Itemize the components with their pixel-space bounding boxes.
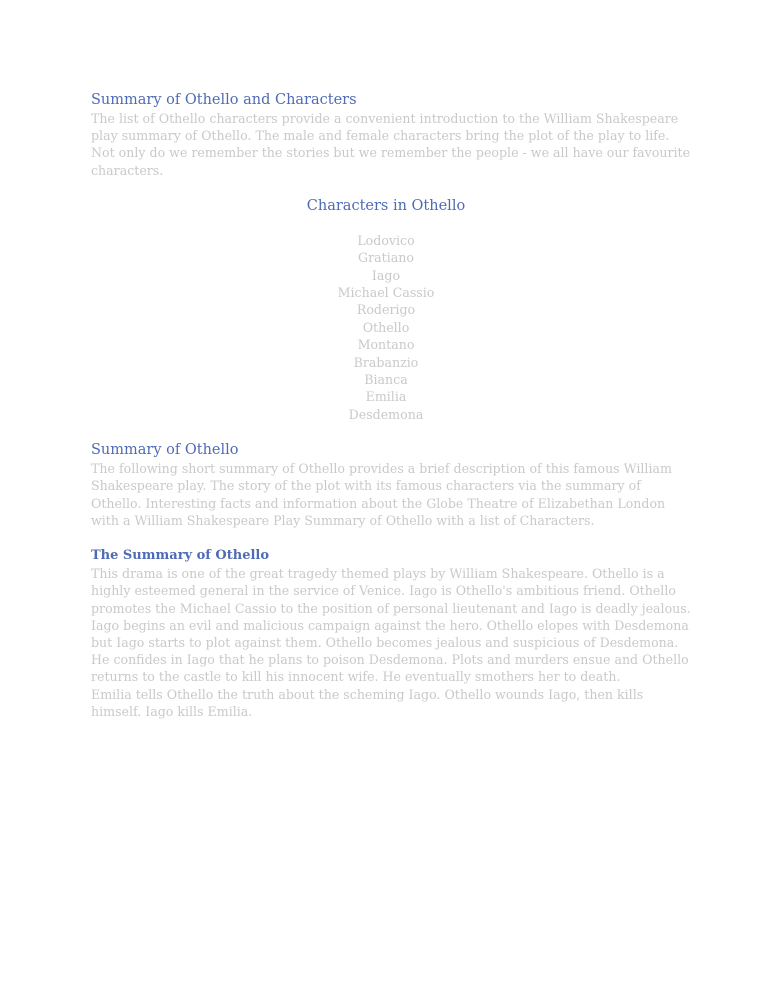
- intro-heading: Summary of Othello and Characters: [91, 92, 357, 108]
- summary-heading: Summary of Othello: [91, 442, 239, 459]
- the-summary-line: Iago begins an evil and malicious campaign against the hero. Othello elopes with Desdemona: [91, 617, 689, 633]
- character-name: Bianca: [364, 372, 408, 388]
- the-summary-line: highly esteemed general in the service of Venice. Iago is Othello's ambitious friend. Othello: [91, 583, 676, 599]
- character-name: Michael Cassio: [337, 285, 435, 301]
- the-summary-line: but Iago starts to plot against them. Othello becomes jealous and suspicious of Desdemona.: [91, 634, 679, 650]
- intro-line: Not only do we remember the stories but we remember the people - we all have our favourite: [91, 145, 691, 161]
- intro-line: characters.: [91, 162, 164, 178]
- the-summary-line: promotes the Michael Cassio to the position of personal lieutenant and Iago is deadly jealous.: [91, 600, 691, 616]
- document-page: [91, 90, 691, 720]
- character-name: Lodovico: [357, 232, 415, 248]
- intro-paragraph: [91, 110, 691, 179]
- character-name: Gratiano: [358, 250, 414, 266]
- character-name: Desdemona: [348, 406, 424, 422]
- intro-line: play summary of Othello. The male and female characters bring the plot of the play to life.: [91, 128, 670, 144]
- the-summary-line: returns to the castle to kill his innocent wife. He eventually smothers her to death.: [91, 669, 621, 685]
- summary-line: Shakespeare play. The story of the plot with its famous characters via the summary of: [91, 478, 641, 494]
- character-name: Roderigo: [356, 302, 416, 318]
- summary-line: with a William Shakespeare Play Summary of Othello with a list of Characters.: [91, 512, 595, 528]
- the-summary-line: Emilia tells Othello the truth about the scheming Iago. Othello wounds Iago, then kills: [91, 686, 644, 702]
- intro-line: The list of Othello characters provide a convenient introduction to the William Shakespeare: [91, 111, 679, 126]
- summary-paragraph: [91, 460, 681, 529]
- summary-line: The following short summary of Othello provides a brief description of this famous William: [91, 461, 672, 477]
- character-name: Othello: [362, 319, 410, 335]
- characters-heading: Characters in Othello: [306, 197, 466, 214]
- the-summary-line: This drama is one of the great tragedy themed plays by William Shakespeare. Othello is a: [91, 566, 665, 582]
- character-name: Iago: [371, 267, 401, 283]
- the-summary-heading: The Summary of Othello: [91, 548, 270, 564]
- character-list: [91, 232, 681, 423]
- the-summary-paragraph: [91, 565, 691, 720]
- character-name: Montano: [357, 337, 415, 353]
- character-name: Brabanzio: [353, 354, 419, 370]
- the-summary-line: He confides in Iago that he plans to poison Desdemona. Plots and murders ensue and Othello: [91, 652, 689, 668]
- character-name: Emilia: [365, 389, 407, 405]
- summary-line: Othello. Interesting facts and information about the Globe Theatre of Elizabethan London: [91, 495, 666, 511]
- the-summary-line: himself. Iago kills Emilia.: [91, 703, 253, 719]
